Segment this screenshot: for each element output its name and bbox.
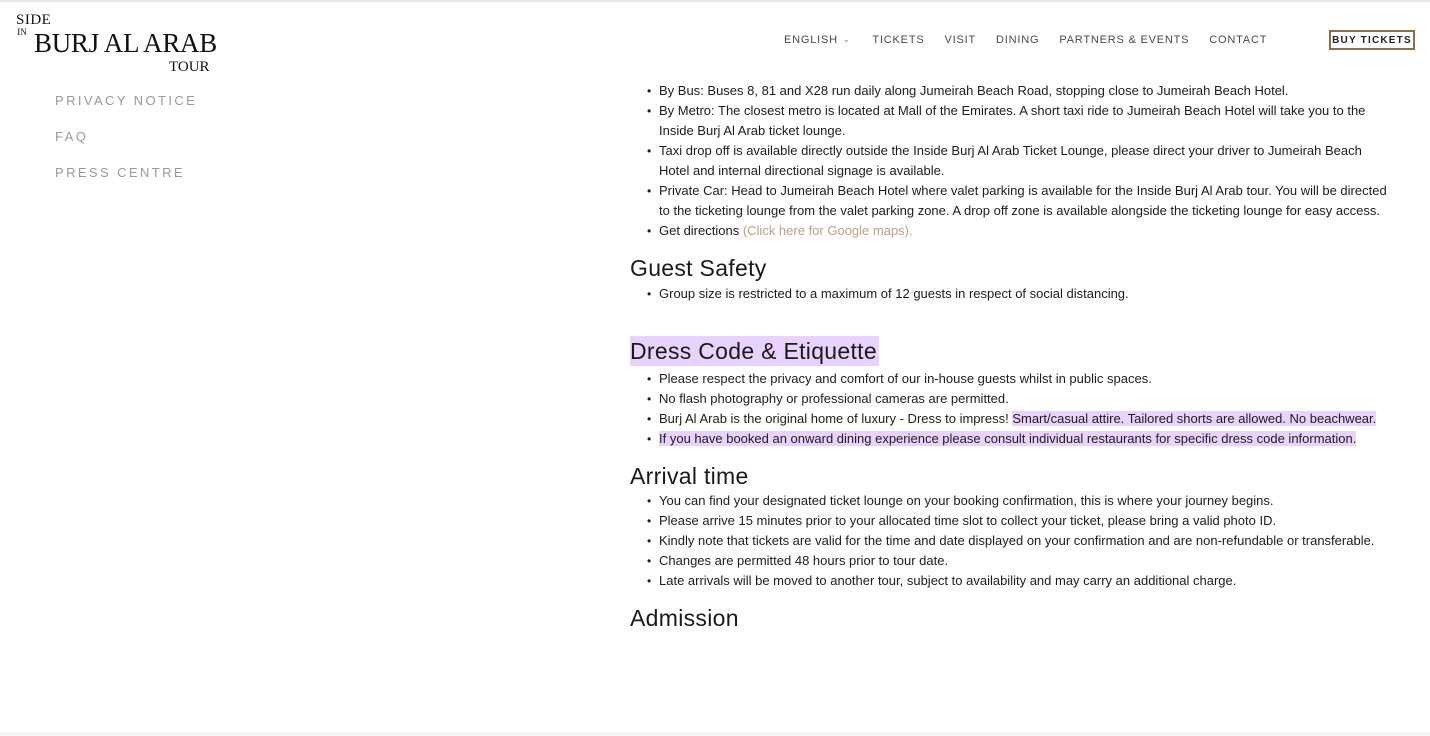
getting-there-list bbox=[630, 81, 1390, 241]
main-content bbox=[630, 81, 1390, 631]
logo-main-text: BURJ AL ARAB bbox=[34, 28, 217, 58]
sidebar-links bbox=[55, 93, 197, 201]
dress-code-title-text: Dress Code & Etiquette bbox=[630, 338, 877, 364]
list-item: • No flash photography or professional cameras are permitted. bbox=[659, 389, 1390, 409]
list-item: • Group size is restricted to a maximum of 12 guests in respect of social distancing. bbox=[659, 284, 1390, 304]
list-item: • Taxi drop off is available directly outside the Inside Burj Al Arab Ticket Lounge, please direct your driver to Jumeirah Beach Hotel and internal directional signage is available. bbox=[659, 141, 1390, 181]
nav-visit[interactable]: VISIT bbox=[944, 34, 976, 46]
guest-safety-list bbox=[630, 284, 1390, 304]
section-title-dress-code bbox=[630, 336, 1390, 369]
list-item: • Kindly note that tickets are valid for the time and date displayed on your confirmation and are non-refundable or transferable. bbox=[659, 531, 1390, 551]
site-logo[interactable] bbox=[16, 10, 216, 76]
arrival-list bbox=[630, 491, 1390, 591]
list-item bbox=[659, 409, 1390, 429]
sidebar-link-press-centre[interactable]: PRESS CENTRE bbox=[55, 165, 185, 180]
nav-contact[interactable]: CONTACT bbox=[1209, 34, 1268, 46]
nav-partners-events[interactable]: PARTNERS & EVENTS bbox=[1059, 34, 1190, 46]
chevron-down-icon: ⌄ bbox=[842, 35, 851, 44]
nav-dining[interactable]: DINING bbox=[996, 34, 1040, 46]
top-divider bbox=[0, 0, 1430, 2]
dress-code-list bbox=[630, 369, 1390, 449]
dress-code-plain-text: Burj Al Arab is the original home of luxury - Dress to impress! bbox=[659, 411, 1013, 426]
list-item: • Private Car: Head to Jumeirah Beach Hotel where valet parking is available for the Inside Burj Al Arab tour. You will be directed to the ticketing lounge from the valet parking zone. A drop off zone is available alongside the ticketing lounge for easy access. bbox=[659, 181, 1390, 221]
sidebar-link-faq[interactable]: FAQ bbox=[55, 129, 89, 144]
dining-dress-code-highlighted-text: If you have booked an onward dining experience please consult individual restaurants for specific dress code information. bbox=[659, 431, 1357, 446]
list-item: • Late arrivals will be moved to another tour, subject to availability and may carry an additional charge. bbox=[659, 571, 1390, 591]
list-item bbox=[659, 429, 1390, 449]
section-title-admission: Admission bbox=[630, 605, 739, 631]
list-item: • Changes are permitted 48 hours prior to tour date. bbox=[659, 551, 1390, 571]
language-label: ENGLISH bbox=[784, 34, 838, 46]
list-item bbox=[659, 221, 1390, 241]
logo-side-text: SIDE bbox=[16, 12, 52, 28]
dress-code-highlighted-text: Smart/casual attire. Tailored shorts are allowed. No beachwear. bbox=[1012, 411, 1377, 426]
list-item: • By Bus: Buses 8, 81 and X28 run daily along Jumeirah Beach Road, stopping close to Jumeirah Beach Hotel. bbox=[659, 81, 1390, 101]
section-title-arrival-time: Arrival time bbox=[630, 463, 749, 489]
google-maps-link[interactable]: (Click here for Google maps). bbox=[742, 223, 913, 238]
bottom-divider bbox=[0, 732, 1430, 736]
nav-tickets[interactable]: TICKETS bbox=[872, 34, 925, 46]
main-nav bbox=[784, 34, 1287, 50]
buy-tickets-button[interactable]: BUY TICKETS bbox=[1329, 30, 1415, 50]
language-selector[interactable] bbox=[784, 34, 850, 50]
list-item: • Please arrive 15 minutes prior to your allocated time slot to collect your ticket, please bring a valid photo ID. bbox=[659, 511, 1390, 531]
directions-label: Get directions bbox=[659, 223, 740, 238]
logo-in-text: IN bbox=[17, 27, 27, 37]
list-item: • By Metro: The closest metro is located at Mall of the Emirates. A short taxi ride to Jumeirah Beach Hotel will take you to the Inside Burj Al Arab ticket lounge. bbox=[659, 101, 1390, 141]
list-item: • You can find your designated ticket lounge on your booking confirmation, this is where your journey begins. bbox=[659, 491, 1390, 511]
sidebar-link-privacy-notice[interactable]: PRIVACY NOTICE bbox=[55, 93, 198, 108]
list-item: • Please respect the privacy and comfort of our in-house guests whilst in public spaces. bbox=[659, 369, 1390, 389]
logo-tour-text: TOUR bbox=[169, 59, 210, 75]
section-title-guest-safety: Guest Safety bbox=[630, 255, 767, 281]
